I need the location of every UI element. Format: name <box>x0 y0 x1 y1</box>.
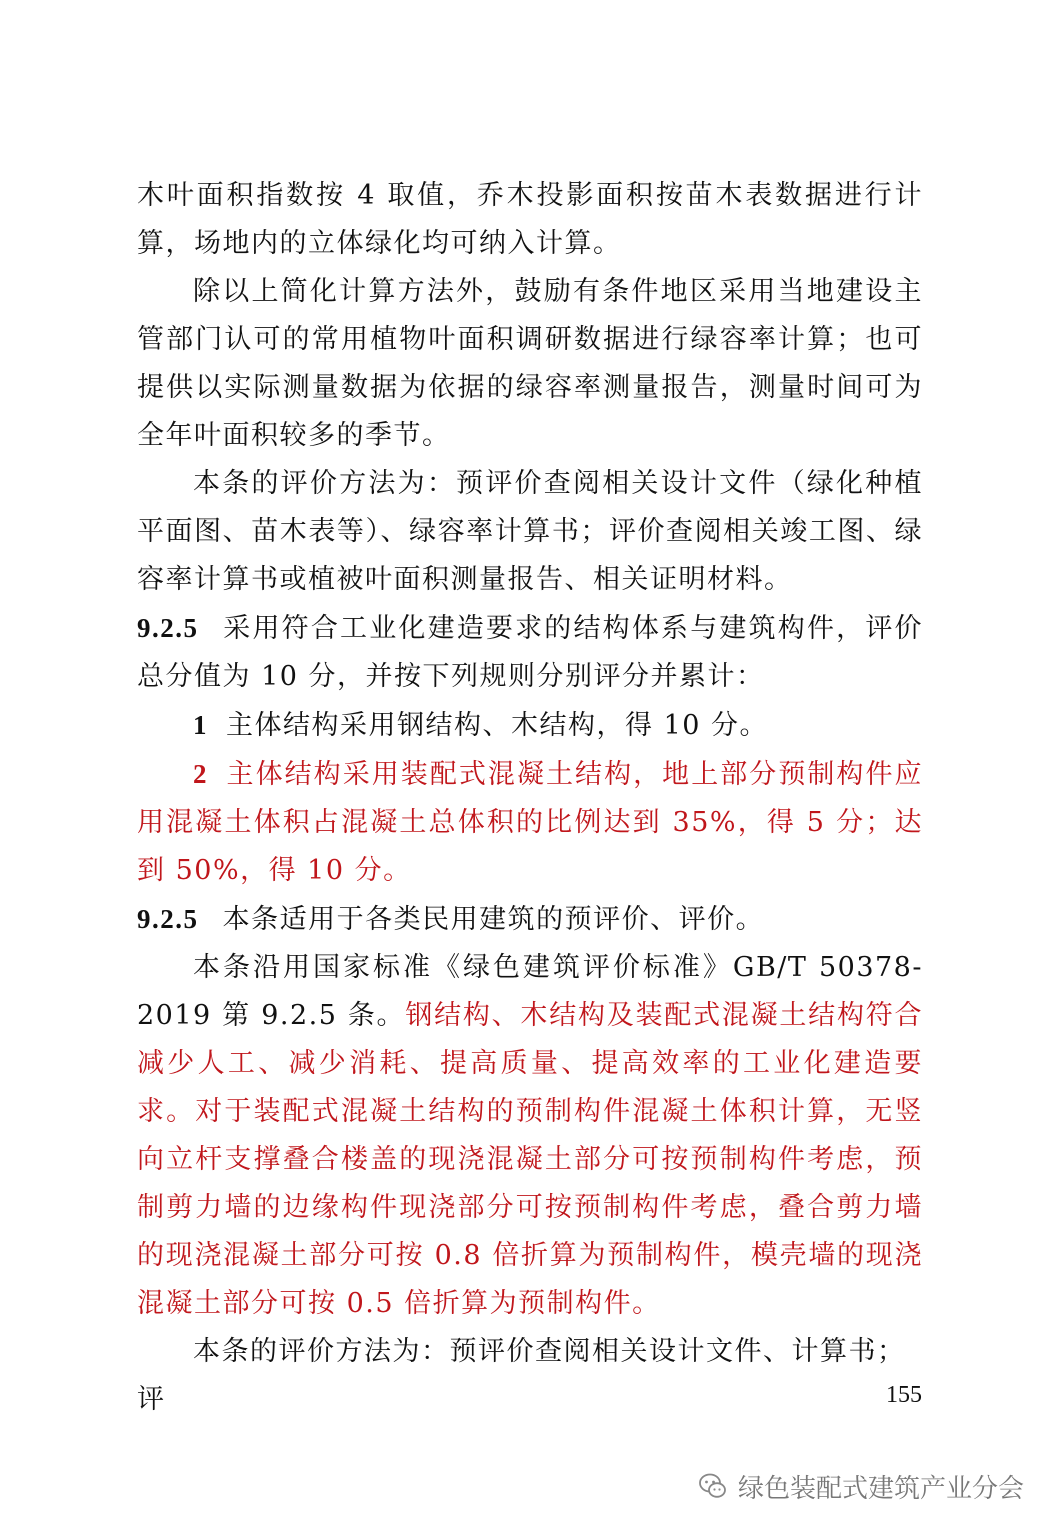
paragraph-evaluation-method-2: 本条的评价方法为：预评价查阅相关设计文件、计算书；评 <box>137 1336 906 1415</box>
item-number: 2 <box>193 759 208 789</box>
item-text: 主体结构采用钢结构、木结构，得 10 分。 <box>226 710 769 741</box>
clause-number: 9.2.5 <box>137 904 199 934</box>
reference-text: 本条沿用国家标准《绿色建筑评价标准》GB/T 50378-2019 第 9.2.5 条。 <box>137 952 923 1031</box>
page-number: 155 <box>886 1382 922 1408</box>
clause-9-2-5-explanation <box>137 895 923 944</box>
paragraph-standard-reference <box>137 944 923 1328</box>
highlighted-explanation: 钢结构、木结构及装配式混凝土结构符合减少人工、减少消耗、提高质量、提高效率的工业化建造要求。对于装配式混凝土结构的预制构件混凝土体积计算，无竖向立杆支撑叠合楼盖的现浇混凝土部分可按预制构件考虑，预制剪力墙的边缘构件现浇部分可按预制构件考虑，叠合剪力墙的现浇混凝土部分可按 0.8 倍折算为预制构件，模壳墙的现浇混凝土部分可按 0.5 倍折算为预制构件。 <box>137 1000 923 1319</box>
watermark-text: 绿色装配式建筑产业分会 <box>737 1473 1024 1504</box>
clause-9-2-5-provision <box>137 604 923 701</box>
page-body <box>137 172 923 1424</box>
paragraph-evaluation-method-1: 本条的评价方法为：预评价查阅相关设计文件（绿化种植平面图、苗木表等）、绿容率计算书；评价查阅相关竣工图、绿容率计算书或植被叶面积测量报告、相关证明材料。 <box>137 468 923 595</box>
list-item-1 <box>137 701 923 750</box>
clause-text: 本条适用于各类民用建筑的预评价、评价。 <box>222 904 765 935</box>
clause-number: 9.2.5 <box>137 613 199 643</box>
item-number: 1 <box>193 710 208 740</box>
item-text: 主体结构采用装配式混凝土结构，地上部分预制构件应用混凝土体积占混凝土总体积的比例达到 35%，得 5 分；达到 50%，得 10 分。 <box>137 759 923 886</box>
paragraph-simplified-method: 除以上简化计算方法外，鼓励有条件地区采用当地建设主管部门认可的常用植物叶面积调研数据进行绿容率计算；也可提供以实际测量数据为依据的绿容率测量报告，测量时间可为全年叶面积较多的季节。 <box>137 276 923 451</box>
list-item-2 <box>137 750 923 895</box>
paragraph-leaf-area: 木叶面积指数按 4 取值，乔木投影面积按苗木表数据进行计算，场地内的立体绿化均可纳入计算。 <box>137 180 923 259</box>
clause-text: 采用符合工业化建造要求的结构体系与建筑构件，评价总分值为 10 分，并按下列规则分别评分并累计： <box>137 613 924 692</box>
watermark <box>698 1466 1024 1506</box>
wechat-icon <box>698 1471 728 1501</box>
